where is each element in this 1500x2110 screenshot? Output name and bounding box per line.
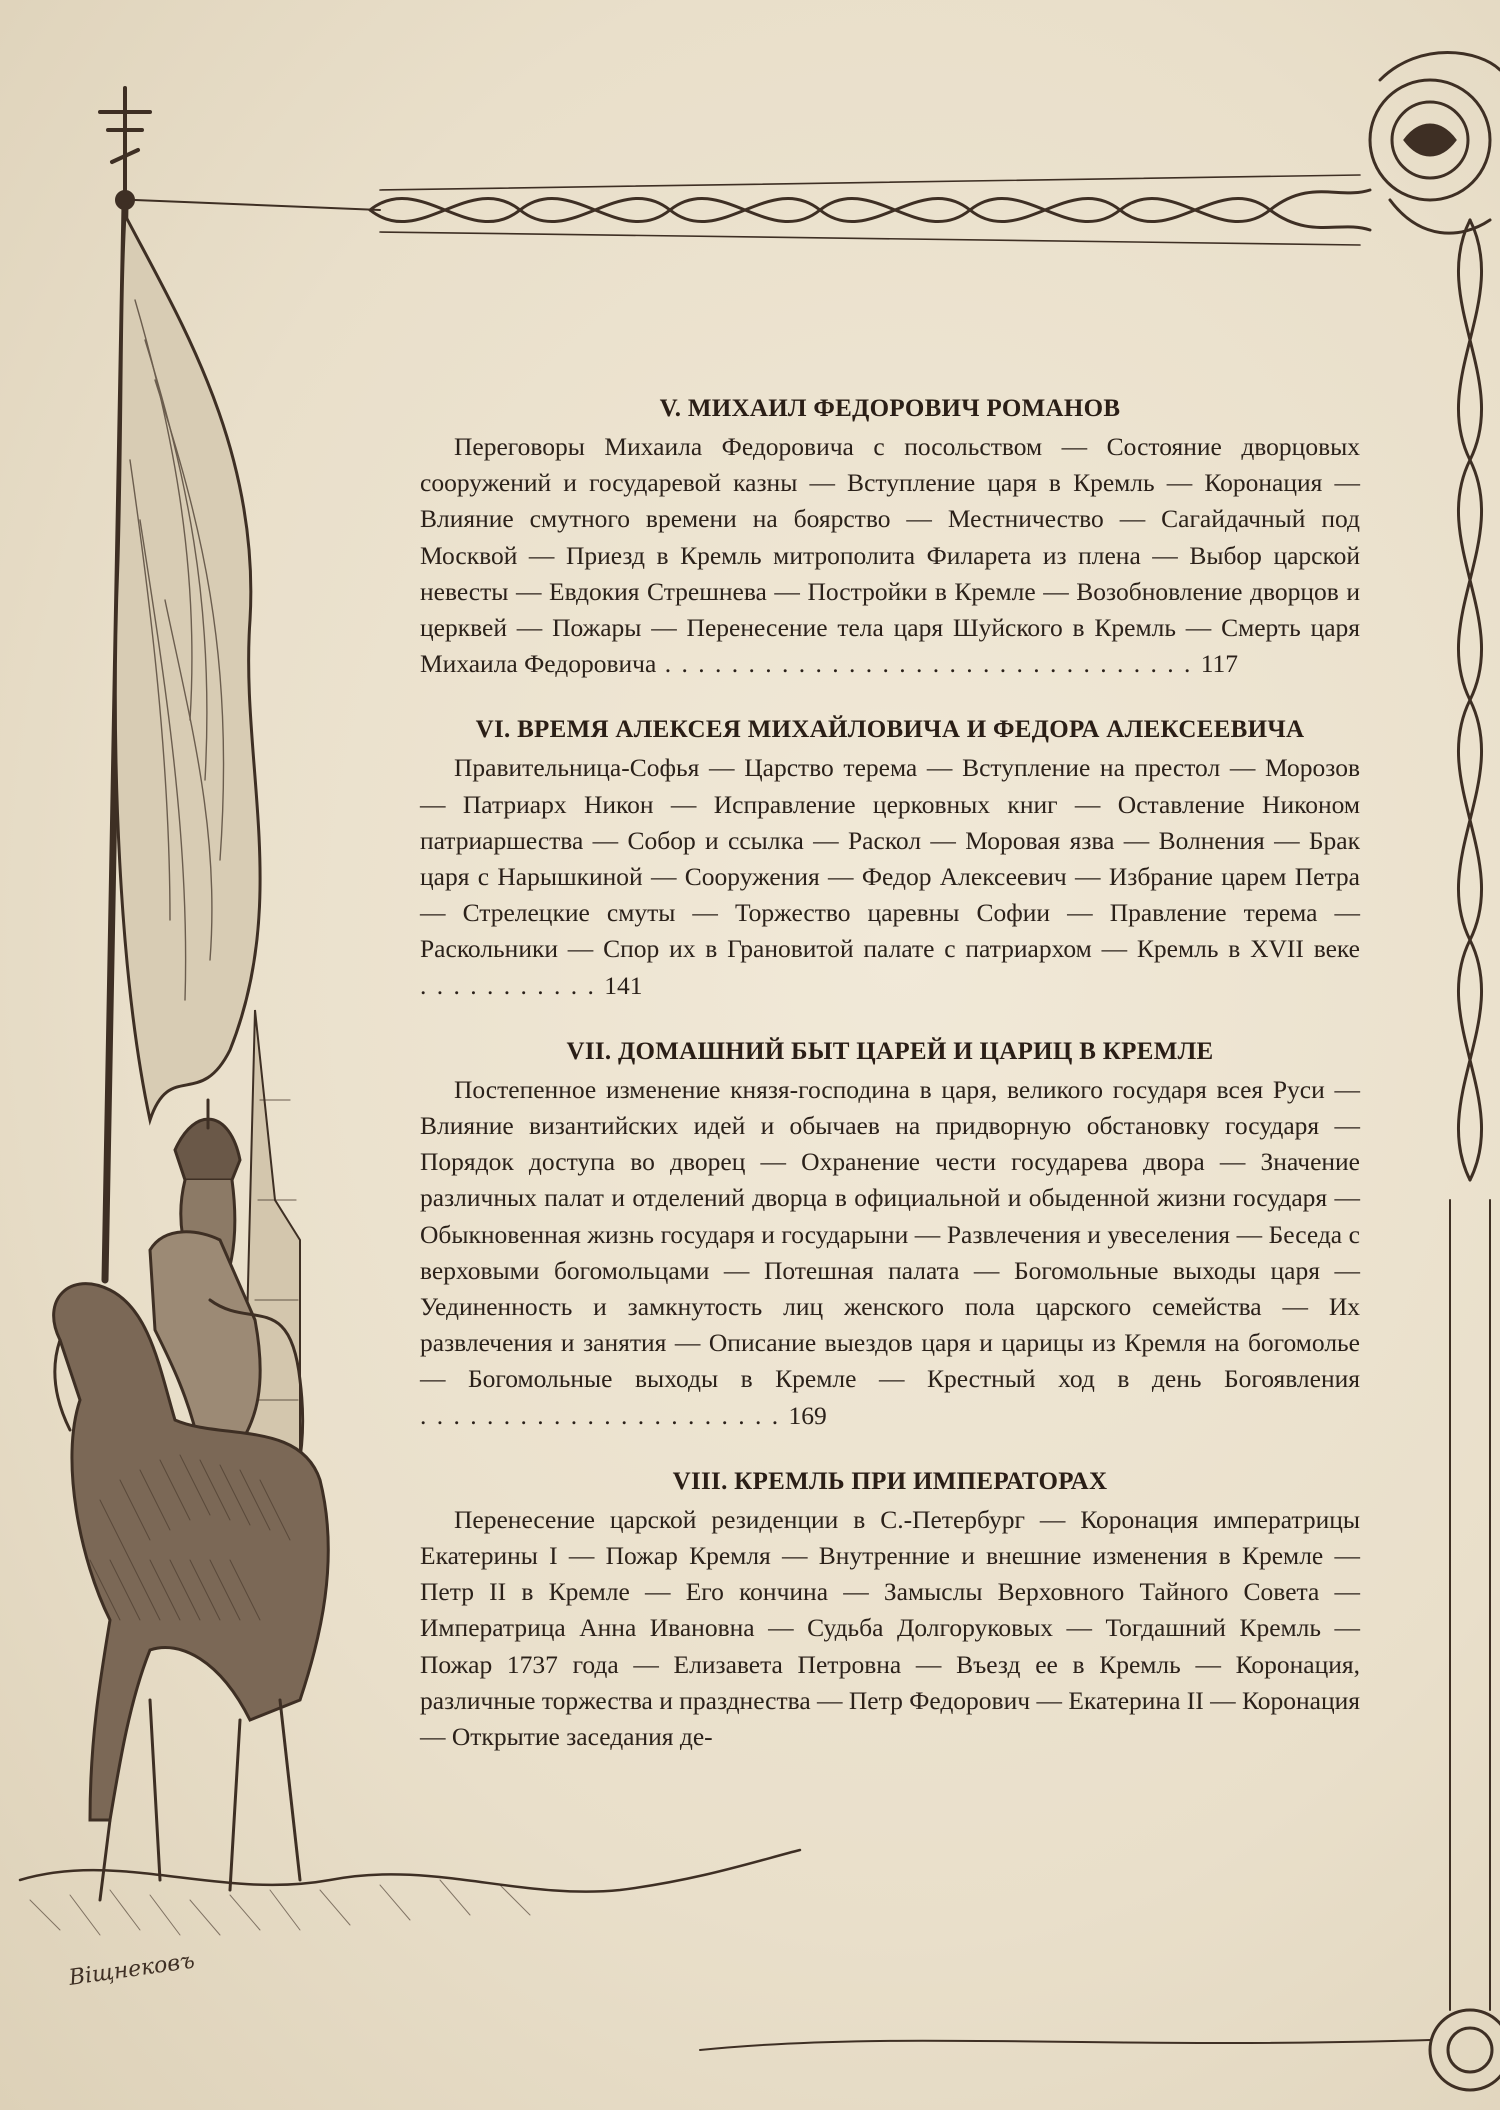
section-body: Правительница-Софья — Царство терема — Вступление на престол — Морозов — Патриарх Никон — Исправление церковных книг — Оставление Никоном патриаршества — Собор и ссылка — Раскол — Моровая язва — Волнения — Брак царя с Нарышкиной — Сооружения — Федор Алексеевич — Избрание царем Петра — Стрелецкие смуты — Торжество царевны Софии — Правление терема — Раскольники — Спор их в Грановитой палате с патриархом — Кремль в XVII веке (420, 753, 1360, 964)
section-title: VIII. КРЕМЛЬ ПРИ ИМПЕРАТОРАХ (672, 1467, 1108, 1495)
section-text (420, 1502, 1360, 1755)
section-title: VI. ВРЕМЯ АЛЕКСЕЯ МИХАЙЛОВИЧА И ФЕДОРА АЛЕКСЕЕВИЧА (475, 716, 1305, 744)
section-text (420, 1072, 1360, 1434)
section-body: Постепенное изменение князя-господина в царя, великого государя всея Руси — Влияние византийских идей и обычаев на придворную обстановку государя — Порядок доступа во дворец — Охранение чести государева двора — Значение различных палат и отделений дворца в официальной и обыденной жизни государя — Обыкновенная жизнь государя и государыни — Развлечения и увеселения — Беседа с верховыми богомольцами — Потешная палата — Богомольные выходы царя — Уединенность и замкнутость лиц женского пола царского семейства — Их развлечения и занятия — Описание выездов царя и царицы из Кремля на богомолье — Богомольные выходы в Кремле — Крестный ход в день Богоявления (420, 1074, 1360, 1394)
leader-dots: . . . . . . . . . . . (420, 970, 605, 1000)
leader-dots: . . . . . . . . . . . . . . . . . . . . . . (420, 1400, 789, 1430)
artist-signature: Віщнековъ (67, 1948, 197, 1991)
toc-section-5 (420, 395, 1360, 682)
section-body: Переговоры Михаила Федоровича с посольством — Состояние дворцовых сооружений и государевой казны — Вступление царя в Кремль — Коронация — Влияние смутного времени на боярство — Местничество — Сагайдачный под Москвой — Приезд в Кремль митрополита Филарета из плена — Выбор царской невесты — Евдокия Стрешнева — Постройки в Кремле — Возобновление дворцов и церквей — Пожары — Перенесение тела царя Шуйского в Кремль — Смерть царя Михаила Федоровича (420, 432, 1360, 679)
page-number: 141 (604, 970, 643, 1000)
top-rule (135, 200, 380, 210)
corner-ornament (1370, 53, 1500, 234)
section-body: Перенесение царской резиденции в С.-Петербург — Коронация императрицы Екатерины I — Пожар Кремля — Внутренние и внешние изменения в Кремле — Петр II в Кремле — Его кончина — Замыслы Верховного Тайного Совета — Императрица Анна Ивановна — Судьба Долгоруковых — Тогдашний Кремль — Пожар 1737 года — Елизавета Петровна — Въезд ее в Кремль — Коронация, различные торжества и празднества — Петр Федорович — Екатерина II — Коронация — Открытие заседания де- (420, 1504, 1360, 1752)
section-title: VII. ДОМАШНИЙ БЫТ ЦАРЕЙ И ЦАРИЦ В КРЕМЛЕ (566, 1037, 1214, 1065)
table-of-contents (420, 395, 1360, 1789)
ground (20, 1850, 800, 1892)
page-number: 169 (788, 1400, 827, 1430)
toc-section-7 (420, 1038, 1360, 1434)
section-text (420, 429, 1360, 682)
cross-finial (100, 88, 150, 208)
knotwork-border-top (370, 175, 1370, 245)
section-text (420, 750, 1360, 1003)
knotwork-border-right (1450, 220, 1490, 2010)
leader-dots: . . . . . . . . . . . . . . . . . . . . . . . . . . . . . . . . (656, 649, 1201, 679)
banner-cloth (115, 215, 260, 1120)
section-title: V. МИХАИЛ ФЕДОРОВИЧ РОМАНОВ (659, 395, 1121, 422)
toc-section-8 (420, 1468, 1360, 1755)
bottom-corner-ornament (1430, 2010, 1500, 2090)
toc-section-6 (420, 716, 1360, 1003)
page-number: 117 (1200, 649, 1238, 679)
bottom-rule (700, 2040, 1430, 2050)
